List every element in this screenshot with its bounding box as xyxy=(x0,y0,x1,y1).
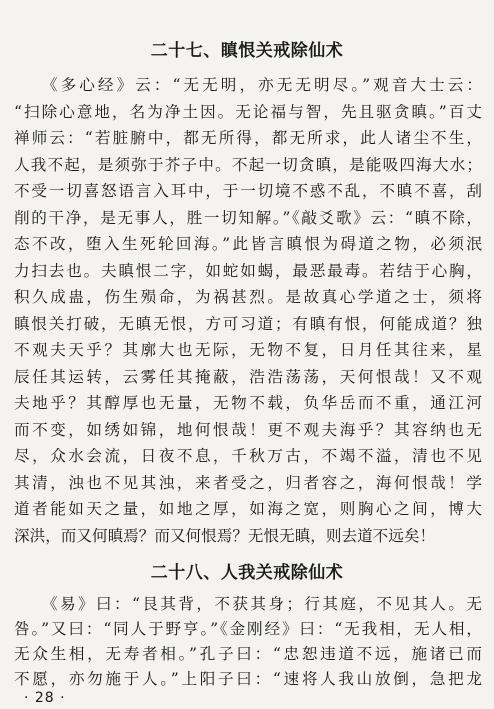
section-27-line: 夫地乎？其醇厚也无量，无物不载，负华岳而不重，通江河 xyxy=(14,394,482,412)
section-27-line: 不观夫天乎？其廓大也无际，无物不复，日月任其往来，星 xyxy=(14,341,482,359)
section-27-line: 削的干净，是无事人，胜一切知解。”《敲爻歌》云：“瞋不除， xyxy=(14,208,482,227)
section-27-line: 深洪，而又何瞋焉？而又何恨焉？无恨无瞋，则去道不远矣！ xyxy=(14,526,436,545)
section-27-line: 辰任其运转，云雾任其掩蔽，浩浩荡荡，天何恨哉！又不观 xyxy=(14,367,482,386)
section-28-line: 无众生相，无寿者相。”孔子曰：“忠恕违道不远，施诸已而 xyxy=(14,645,482,663)
section-28-heading: 二十八、人我关戒除仙术 xyxy=(150,563,344,583)
section-28-line: 咎。”又曰：“同人于野亨。”《金刚经》曰：“无我相，无人相， xyxy=(14,620,482,638)
section-27-line: 态不改，堕入生死轮回海。”此皆言瞋恨为碍道之物，必须泯 xyxy=(14,235,482,253)
section-27-line: 瞋恨关打破，无瞋无恨，方可习道；有瞋有恨，何能成道？独 xyxy=(14,314,482,333)
section-27-line: 不受一切喜怒语言入耳中，于一切境不惑不乱，不瞋不喜，刮 xyxy=(14,182,482,200)
section-27-line: 尽，众水会流，日夜不息，千秋万古，不竭不溢，清也不见 xyxy=(14,447,482,465)
section-27-line: 而不变，如绣如锦，地何恨哉！更不观夫海乎？其容纳也无 xyxy=(14,420,482,439)
page-number: · 28 · xyxy=(24,690,66,706)
section-27-line: 力扫去也。夫瞋恨二字，如蛇如蝎，最恶最毒。若结于心胸， xyxy=(14,261,482,280)
section-27-line: “扫除心意地，名为净土因。无论福与智，先且驱贪瞋。”百丈 xyxy=(14,102,482,121)
section-28-line: 《易》曰：“艮其背，不获其身；行其庭，不见其人。无 xyxy=(42,595,482,613)
section-27-line: 禅师云：“若脏腑中，都无所得，都无所求，此人诸尘不生， xyxy=(14,129,482,147)
section-27-line: 道者能如天之量，如地之厚，如海之宽，则胸心之间，博大 xyxy=(14,500,482,518)
section-27-line: 其清，浊也不见其浊，来者受之，归者容之，海何恨哉！学 xyxy=(14,473,482,492)
section-28-line: 不愿，亦勿施于人。”上阳子曰：“速将人我山放倒，急把龙 xyxy=(14,670,482,688)
section-27-line: 人我不起，是须弥于芥子中。不起一切贪瞋，是能吸四海大水； xyxy=(14,155,482,174)
section-27-heading: 二十七、瞋恨关戒除仙术 xyxy=(150,41,344,61)
section-27-line: 积久成蛊，伤生殒命，为祸甚烈。是故真心学道之士，须将 xyxy=(14,288,482,306)
section-27-line: 《多心经》云：“无无明，亦无无明尽。”观音大士云： xyxy=(42,76,482,94)
